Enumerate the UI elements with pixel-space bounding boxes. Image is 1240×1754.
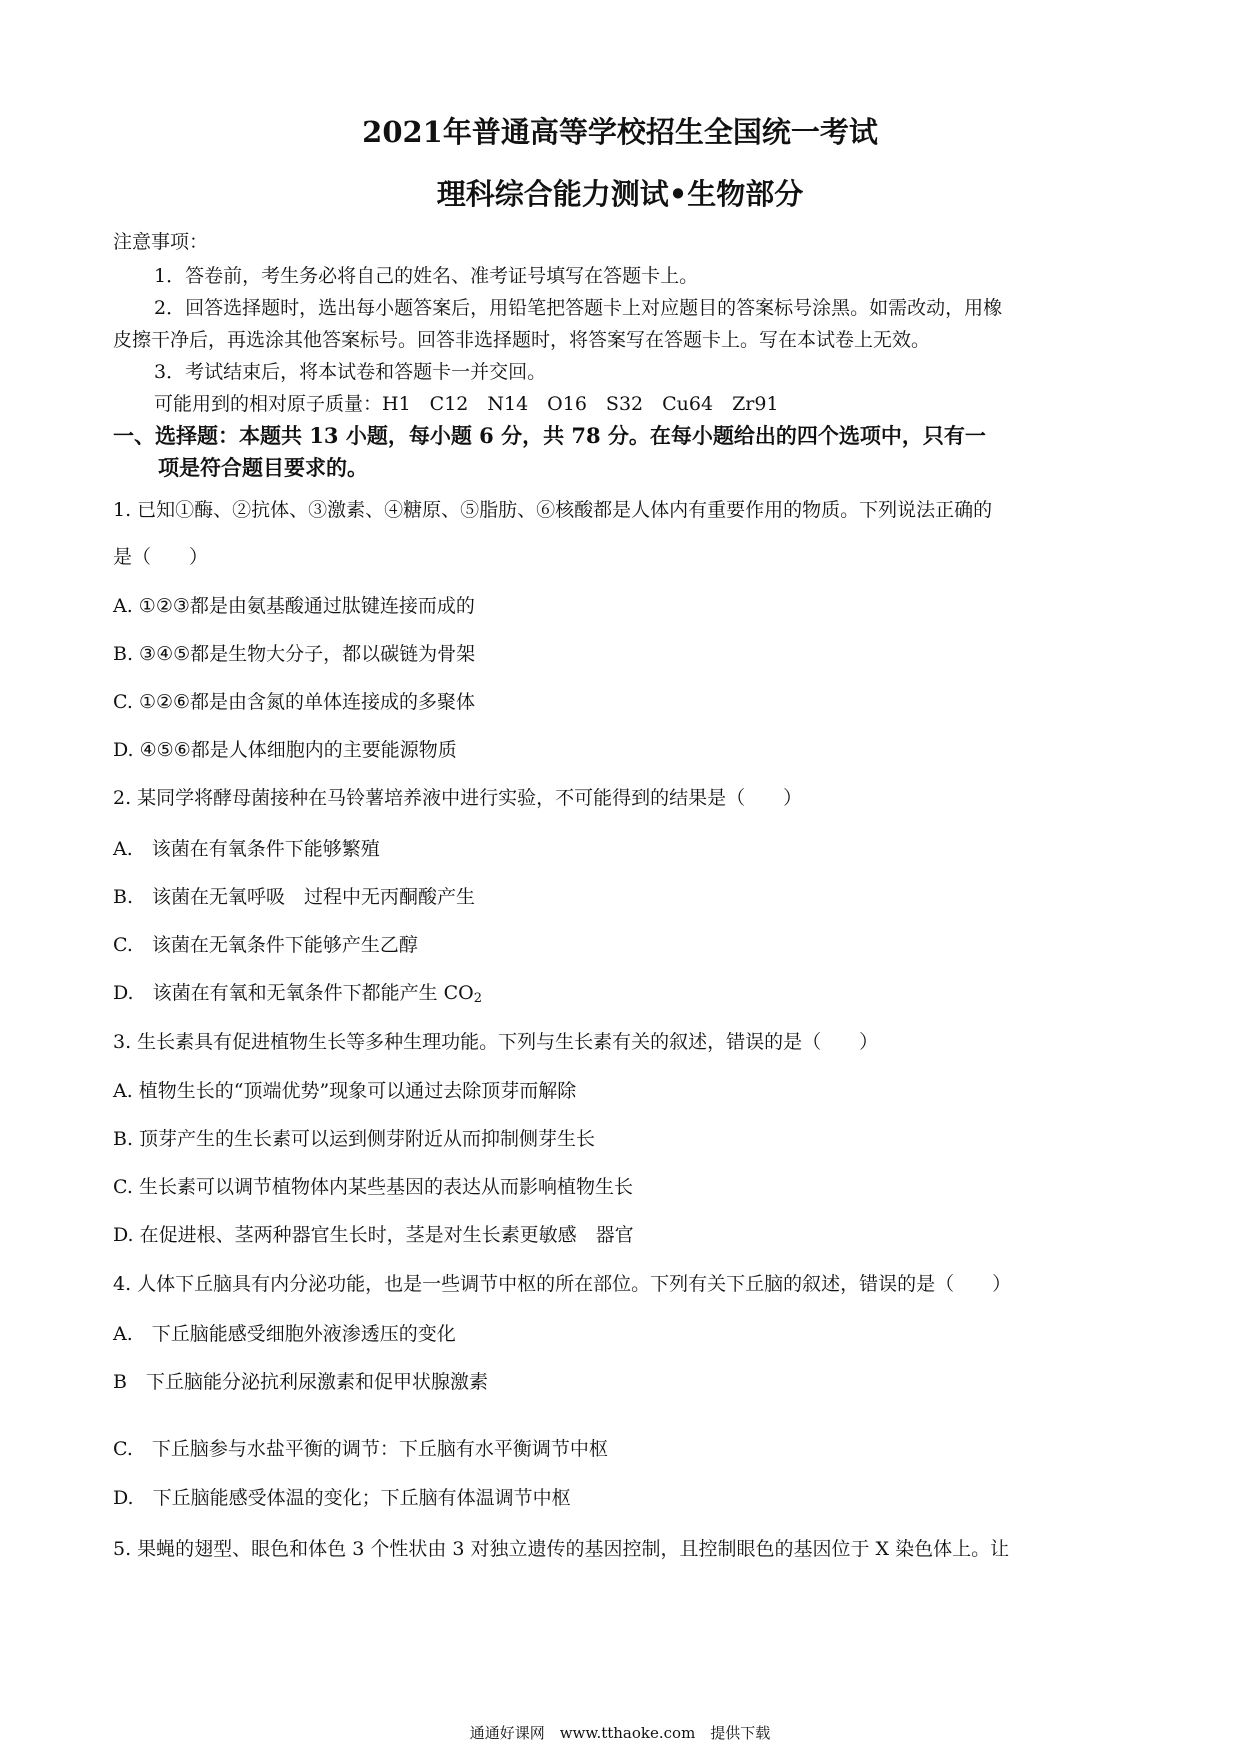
question-2-option-d	[113, 981, 482, 1011]
question-2-option-d-text: D. 该菌在有氧和无氧条件下都能产生 CO	[113, 982, 474, 1004]
footer-source: 通通好课网 www.tthaoke.com 提供下载	[469, 1724, 771, 1742]
question-4-option-a: A. 下丘脑能感受细胞外液渗透压的变化	[113, 1323, 456, 1345]
question-1-option-a: A. ①②③都是由氨基酸通过肽键连接而成的	[113, 595, 475, 617]
notes-item-1: 1．答卷前，考生务必将自己的姓名、准考证号填写在答题卡上。	[154, 265, 699, 287]
question-4-stem: 4. 人体下丘脑具有内分泌功能，也是一些调节中枢的所在部位。下列有关下丘脑的叙述，错误的是（ ）	[113, 1273, 1012, 1295]
question-1-stem-line-2: 是（ ）	[113, 546, 209, 568]
notes-heading: 注意事项：	[113, 231, 209, 253]
question-4-option-d: D. 下丘脑能感受体温的变化；下丘脑有体温调节中枢	[113, 1487, 571, 1509]
question-1-option-b: B. ③④⑤都是生物大分子，都以碳链为骨架	[113, 643, 476, 665]
section-heading-line-1: 一、选择题：本题共 13 小题，每小题 6 分，共 78 分。在每小题给出的四个选项中，只有一	[113, 423, 986, 448]
atomic-mass-line: 可能用到的相对原子质量：H1 C12 N14 O16 S32 Cu64 Zr91	[154, 393, 779, 415]
question-3-stem: 3. 生长素具有促进植物生长等多种生理功能。下列与生长素有关的叙述，错误的是（ ）	[113, 1031, 879, 1053]
question-2-option-d-subscript: 2	[473, 991, 483, 1006]
notes-item-2-line-1: 2．回答选择题时，选出每小题答案后，用铅笔把答题卡上对应题目的答案标号涂黑。如需改动，用橡	[154, 297, 1003, 319]
question-2-option-b: B. 该菌在无氧呼吸 过程中无丙酮酸产生	[113, 886, 476, 908]
page-subtitle: 理科综合能力测试•生物部分	[436, 177, 804, 211]
question-4-option-b: B 下丘脑能分泌抗利尿激素和促甲状腺激素	[113, 1371, 488, 1393]
notes-item-3: 3．考试结束后，将本试卷和答题卡一并交回。	[154, 361, 547, 383]
question-2-option-c: C. 该菌在无氧条件下能够产生乙醇	[113, 934, 418, 956]
question-2-stem: 2. 某同学将酵母菌接种在马铃薯培养液中进行实验，不可能得到的结果是（ ）	[113, 787, 803, 809]
question-1-stem-line-1: 1. 已知①酶、②抗体、③激素、④糖原、⑤脂肪、⑥核酸都是人体内有重要作用的物质。下列说法正确的	[113, 499, 993, 521]
question-3-option-d: D. 在促进根、茎两种器官生长时，茎是对生长素更敏感 器官	[113, 1224, 634, 1246]
question-3-option-b: B. 顶芽产生的生长素可以运到侧芽附近从而抑制侧芽生长	[113, 1128, 596, 1150]
question-3-option-c: C. 生长素可以调节植物体内某些基因的表达从而影响植物生长	[113, 1176, 633, 1198]
notes-item-2-line-2: 皮擦干净后，再选涂其他答案标号。回答非选择题时，将答案写在答题卡上。写在本试卷上无效。	[113, 329, 931, 351]
question-1-option-d: D. ④⑤⑥都是人体细胞内的主要能源物质	[113, 739, 457, 761]
question-1-option-c: C. ①②⑥都是由含氮的单体连接成的多聚体	[113, 691, 476, 713]
question-5-stem: 5. 果蝇的翅型、眼色和体色 3 个性状由 3 对独立遗传的基因控制，且控制眼色的基因位于 X 染色体上。让	[113, 1538, 1010, 1560]
question-2-option-a: A. 该菌在有氧条件下能够繁殖	[113, 838, 380, 860]
question-4-option-c: C. 下丘脑参与水盐平衡的调节：下丘脑有水平衡调节中枢	[113, 1438, 608, 1460]
section-heading-line-2: 项是符合题目要求的。	[158, 455, 368, 480]
page-title: 2021年普通高等学校招生全国统一考试	[362, 115, 878, 149]
question-3-option-a: A. 植物生长的“顶端优势”现象可以通过去除顶芽而解除	[113, 1080, 577, 1102]
